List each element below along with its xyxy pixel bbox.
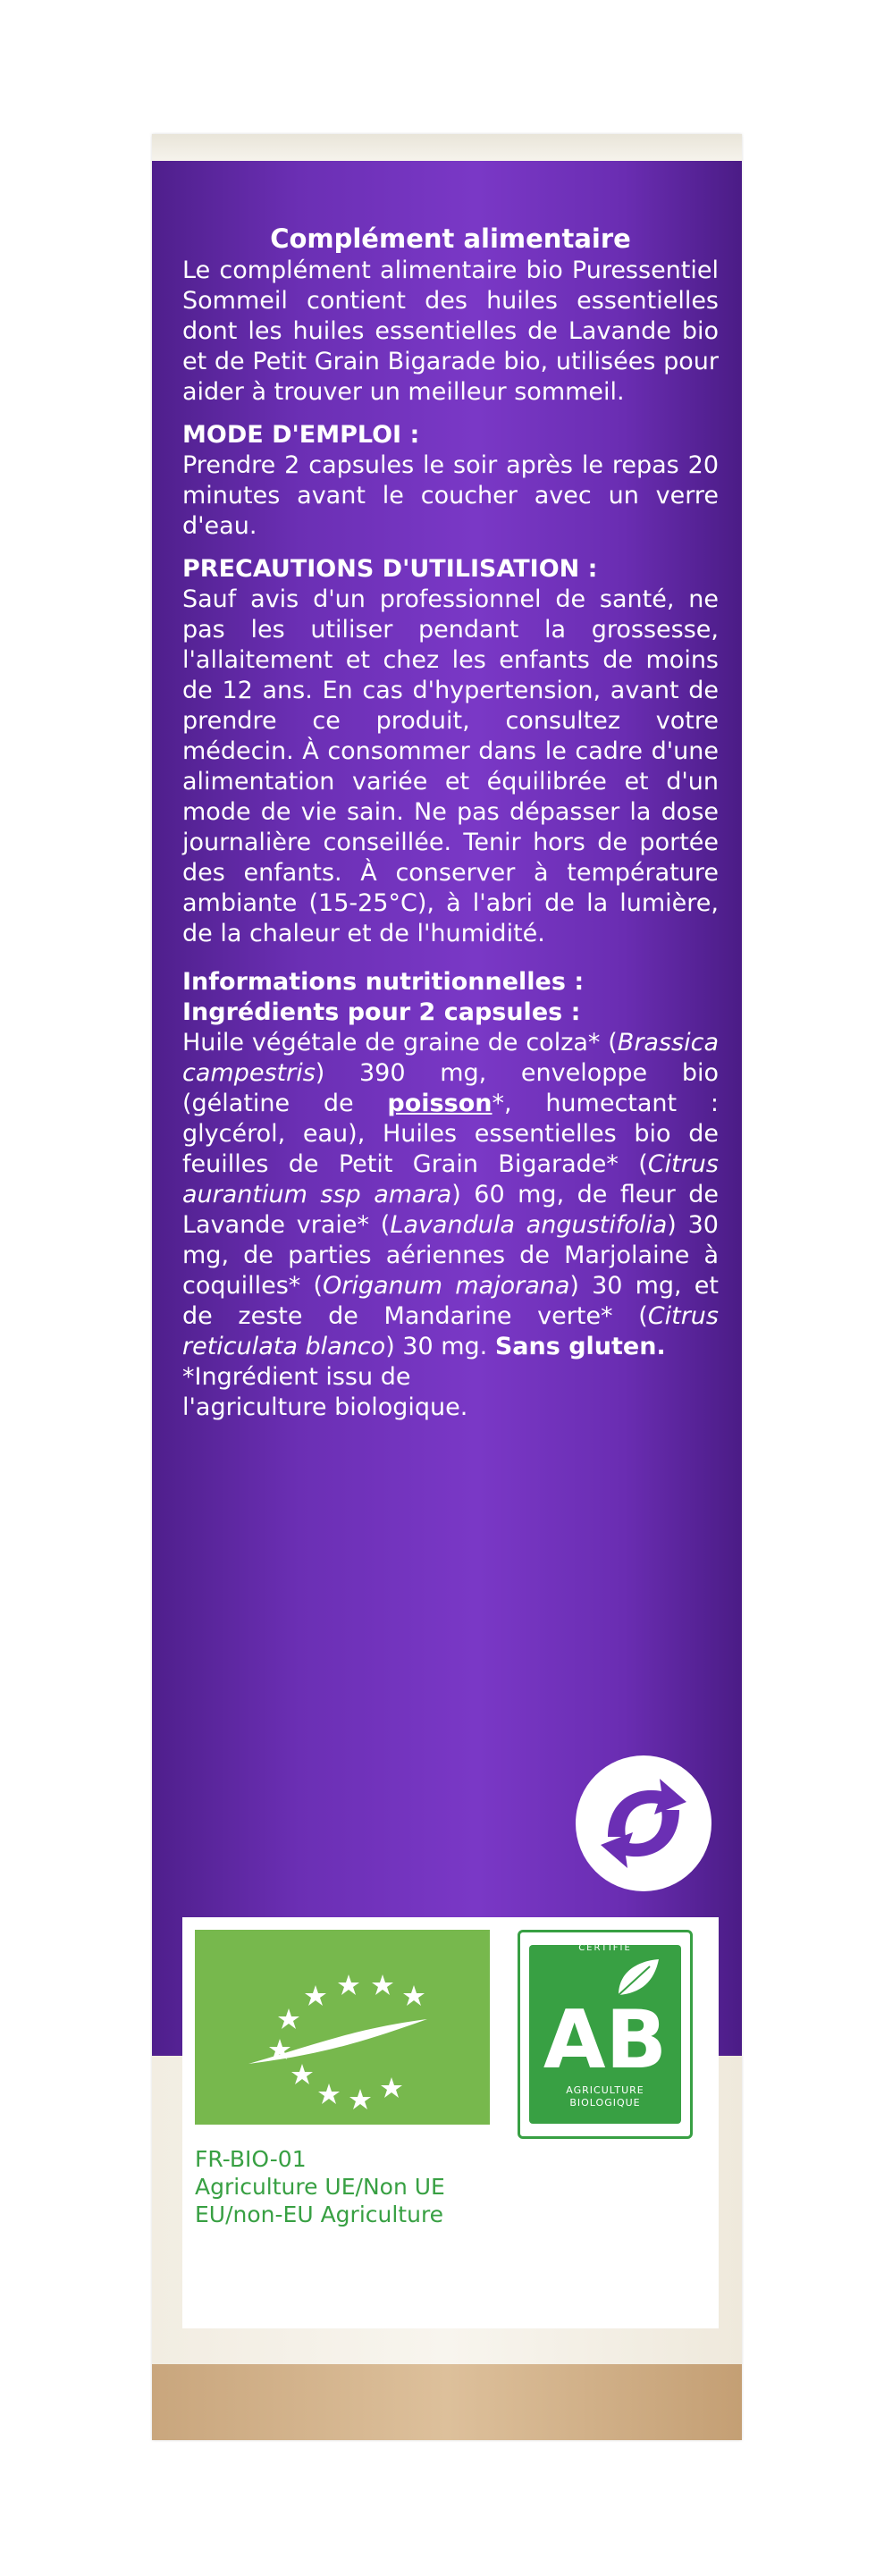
precautions-title: PRECAUTIONS D'UTILISATION : [182,555,598,583]
mode-title: MODE D'EMPLOI : [182,421,420,449]
certification-code [195,2145,695,2228]
ingredients-text: Huile végétale de graine de colza* (Brassica campestris) 390 mg, enveloppe bio (gélatine de poisson*, humectant : glycérol, eau), Huiles essentielles bio de feuilles de Petit Grain Bigarade* (Citrus aurantium ssp amara) 60 mg, de fleur de Lavande vraie* (Lavandula angustifolia) 30 mg, de parties aériennes de Marjolaine à coquilles* (Origanum majorana) 30 mg, et de zeste de Mandarine verte* (Citrus reticulata blanco) 30 mg. Sans gluten. [182,1029,719,1360]
ab-subtitle: AGRICULTURE BIOLOGIQUE [566,2084,644,2109]
intro-text: Le complément alimentaire bio Puressentiel Sommeil contient des huiles essentielles dont les huiles essentielles de Lavande bio et de Petit Grain Bigarade bio, utilisées pour aider à trouver un meilleur sommeil. [182,257,719,406]
info-text [182,223,719,1423]
precautions-text: Sauf avis d'un professionnel de santé, ne pas les utiliser pendant la grossesse, l'allaitement et chez les enfants de moins de 12 ans. En cas d'hypertension, avant de prendre ce produit, consultez votre médecin. À consommer dans le cadre d'une alimentation variée et équilibrée et d'un mode de vie sain. Ne pas dépasser la dose journalière conseillée. Tenir hors de portée des enfants. À conserver à température ambiante (15-25°C), à l'abri de la lumière, de la chaleur et de l'humidité. [182,585,719,947]
box-bottom-band [152,2364,742,2440]
certification-labels [182,1917,719,2328]
mode-text: Prendre 2 capsules le soir après le repas 20 minutes avant le coucher avec un verre d'eau. [182,451,719,540]
recycle-icon [572,1752,715,1895]
ab-logo [518,1930,693,2139]
purple-info-panel [152,161,742,2056]
cert-code: FR-BIO-01 [195,2146,307,2172]
nutrition-title: Informations nutritionnelles : [182,968,585,996]
organic-footnote: *Ingrédient issu de l'agriculture biologique. [182,1363,468,1421]
ab-certified-text: CERTIFIÉ [578,1943,632,1953]
eu-organic-leaf-logo [195,1930,490,2125]
ab-letters: AB [543,1993,668,2087]
ingredients-title: Ingrédients pour 2 capsules : [182,998,581,1026]
ab-logo-panel [529,1945,681,2124]
section-title: Complément alimentaire [270,223,631,254]
product-box [152,134,742,2440]
box-top-edge [152,134,742,162]
cert-line-2: EU/non-EU Agriculture [195,2201,444,2227]
cert-line-1: Agriculture UE/Non UE [195,2174,445,2200]
